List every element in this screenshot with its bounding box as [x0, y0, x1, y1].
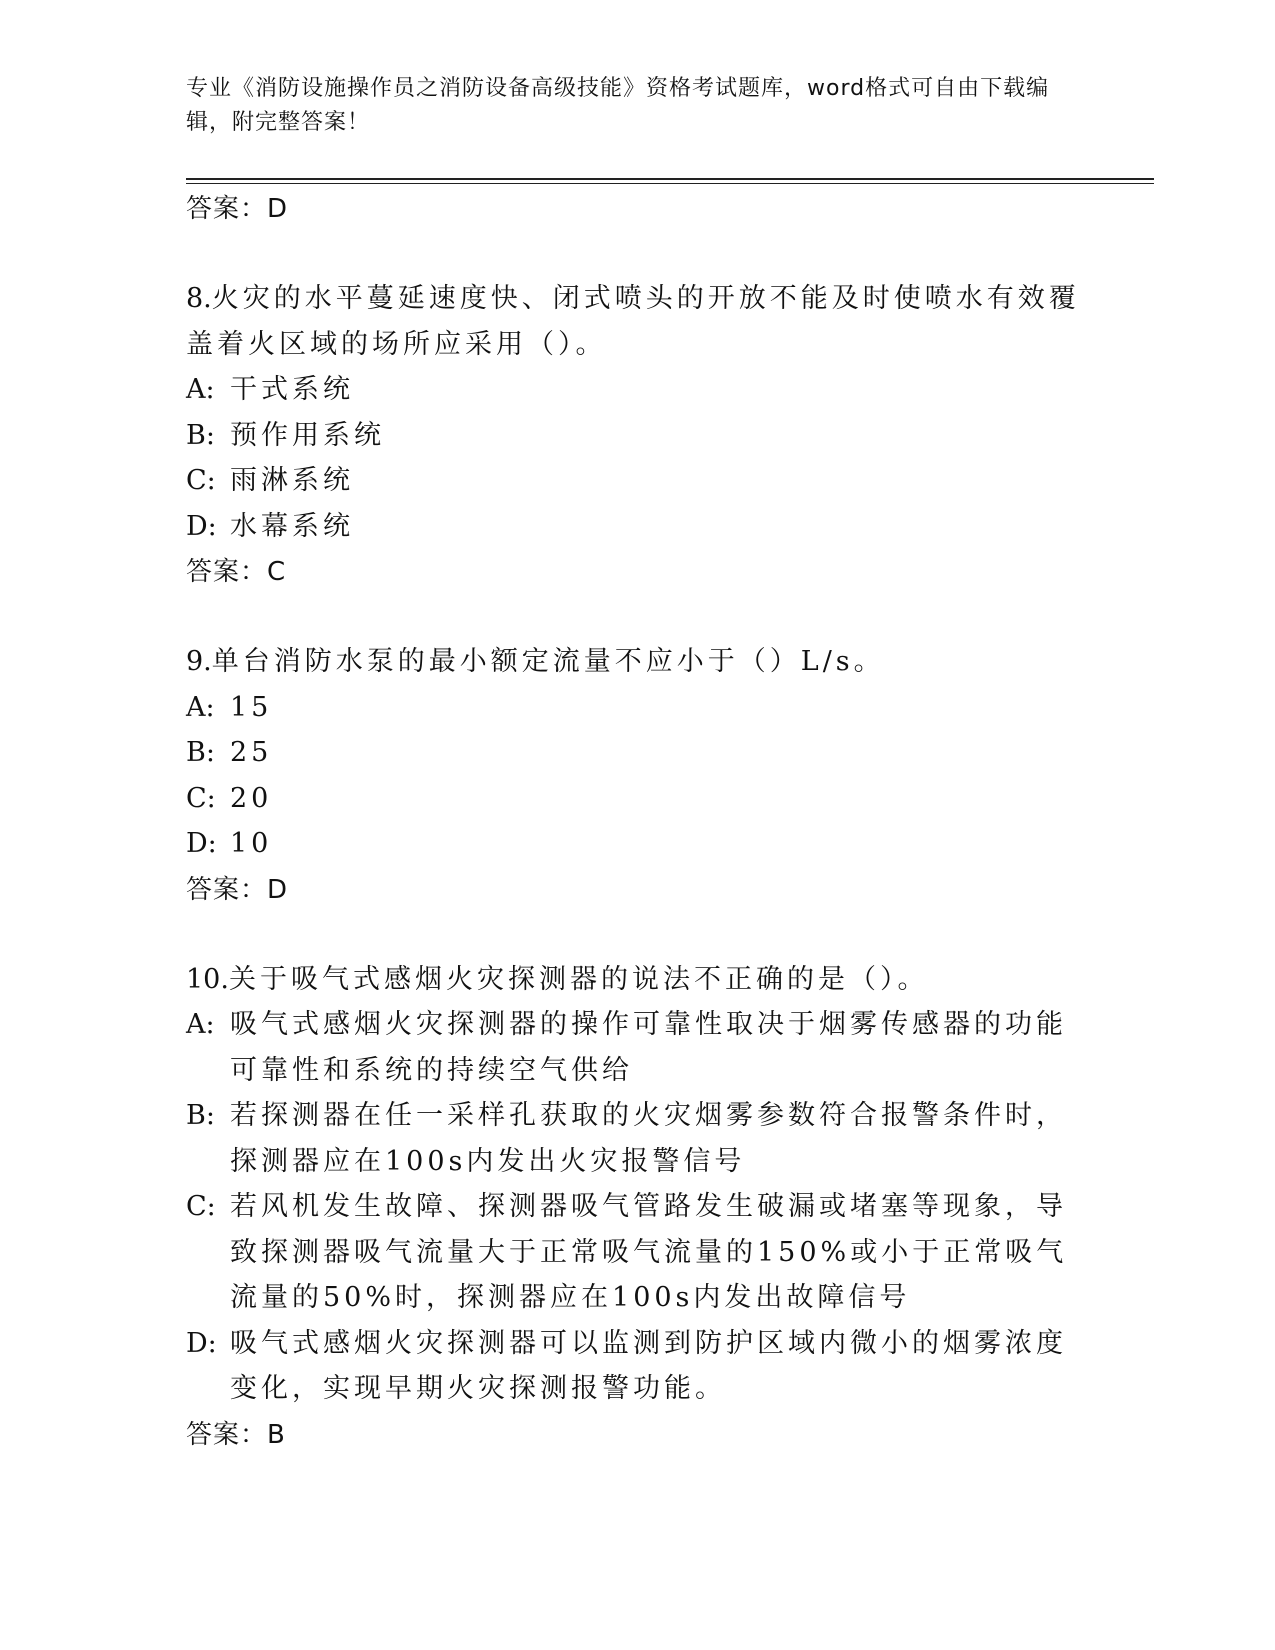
option-text: 20	[230, 782, 273, 814]
option-letter: C:	[186, 782, 216, 814]
option-b	[186, 730, 1086, 776]
option-text: 15	[230, 691, 273, 723]
option-d	[186, 821, 1086, 867]
option-text: 若风机发生故障、探测器吸气管路发生破漏或堵塞等现象，导致探测器吸气流量大于正常吸气流量的150%或小于正常吸气流量的50%时，探测器应在100s内发出故障信号	[230, 1191, 1068, 1313]
question-content	[186, 186, 1086, 1458]
question-text: 单台消防水泵的最小额定流量不应小于（）L/s。	[211, 646, 885, 677]
option-letter: D:	[186, 828, 217, 859]
previous-answer: 答案：D	[186, 194, 289, 224]
spacer	[186, 232, 1086, 276]
option-letter: B:	[186, 1100, 215, 1131]
question-text: 关于吸气式感烟火灾探测器的说法不正确的是（）。	[228, 963, 929, 995]
option-letter: B:	[186, 419, 215, 451]
option-d	[186, 1321, 1086, 1412]
option-letter: A:	[186, 1009, 215, 1040]
question-number: 9.	[186, 646, 212, 677]
option-c	[186, 458, 1086, 504]
question-stem	[186, 276, 1086, 367]
option-text: 若探测器在任一采样孔获取的火灾烟雾参数符合报警条件时，探测器应在100s内发出火灾报警信号	[230, 1100, 1067, 1177]
option-letter: C:	[186, 1191, 216, 1222]
spacer	[186, 595, 1086, 639]
document-header: 专业《消防设施操作员之消防设备高级技能》资格考试题库，word格式可自由下载编辑，附完整答案！	[186, 76, 1050, 135]
answer-line: 答案：D	[186, 874, 289, 905]
question-9	[186, 639, 1086, 913]
option-text: 吸气式感烟火灾探测器的操作可靠性取决于烟雾传感器的功能可靠性和系统的持续空气供给	[230, 1009, 1067, 1086]
option-a	[186, 367, 1086, 413]
option-letter: A:	[186, 374, 215, 405]
question-number: 8.	[186, 283, 212, 314]
question-number: 10.	[186, 963, 229, 995]
option-a	[186, 1002, 1086, 1093]
answer-line: 答案：B	[186, 1419, 286, 1450]
option-text: 雨淋系统	[230, 465, 354, 496]
answer-line: 答案：C	[186, 557, 287, 587]
question-10	[186, 957, 1086, 1458]
question-text: 火灾的水平蔓延速度快、闭式喷头的开放不能及时使喷水有效覆盖着火区域的场所应采用（）。	[186, 283, 1080, 360]
option-d	[186, 504, 1086, 550]
option-text: 吸气式感烟火灾探测器可以监测到防护区域内微小的烟雾浓度变化，实现早期火灾探测报警功能。	[230, 1327, 1067, 1404]
question-stem	[186, 957, 1086, 1003]
option-text: 水幕系统	[230, 510, 354, 542]
option-text: 预作用系统	[230, 419, 385, 451]
option-letter: B:	[186, 737, 215, 768]
option-letter: D:	[186, 510, 217, 542]
option-text: 25	[230, 737, 273, 768]
option-c	[186, 776, 1086, 822]
option-text: 10	[230, 828, 273, 859]
option-b	[186, 413, 1086, 459]
header-rule	[186, 178, 1154, 180]
option-text: 干式系统	[230, 374, 354, 405]
option-b	[186, 1093, 1086, 1184]
question-stem	[186, 639, 1086, 685]
option-letter: D:	[186, 1327, 217, 1359]
option-c	[186, 1184, 1086, 1321]
option-letter: A:	[186, 691, 215, 723]
spacer	[186, 913, 1086, 957]
option-letter: C:	[186, 465, 216, 496]
option-a	[186, 685, 1086, 731]
question-8	[186, 276, 1086, 595]
header-rule-thin	[186, 183, 1154, 184]
